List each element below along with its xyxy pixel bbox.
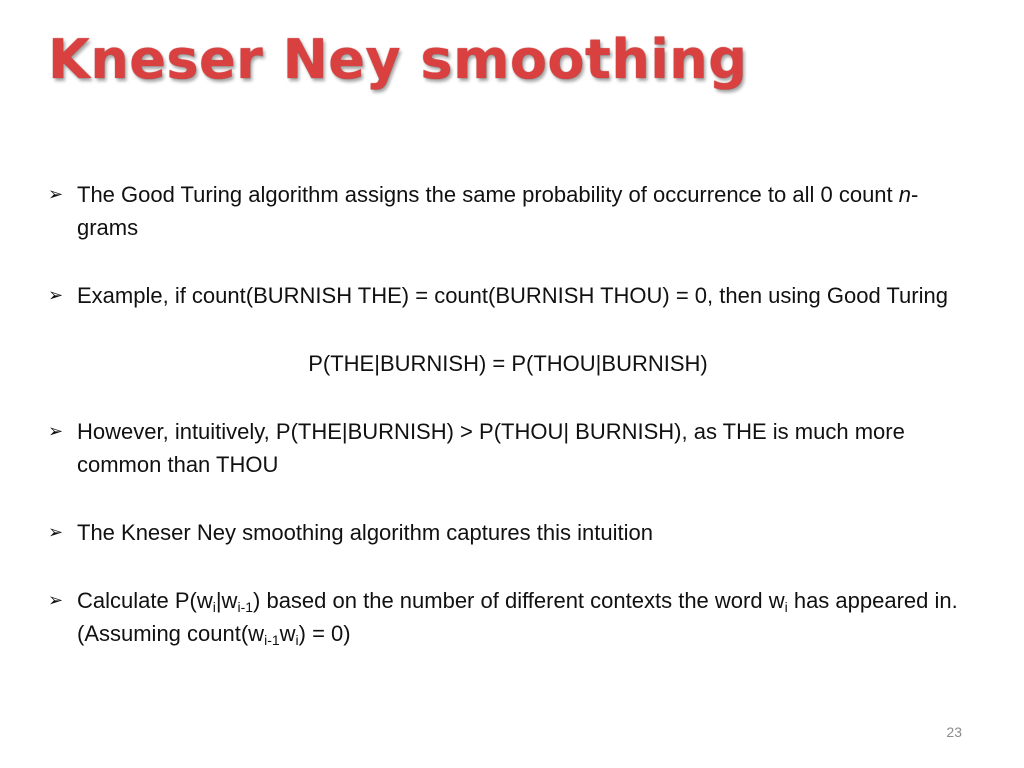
bullet-text: However, intuitively, P(THE|BURNISH) > P(THOU| BURNISH), as THE is much more common than THOU [77,419,905,477]
arrow-bullet-icon: ➢ [48,285,64,306]
bullet-item [48,415,968,481]
arrow-bullet-icon: ➢ [48,522,64,543]
arrow-bullet-icon: ➢ [48,184,64,205]
arrow-bullet-icon: ➢ [48,590,64,611]
bullet-item [48,279,968,312]
bullet-item [48,178,968,244]
bullet-text: The Good Turing algorithm assigns the same probability of occurrence to all 0 count n-grams [77,182,919,240]
bullet-item [48,516,968,549]
bullet-text: The Kneser Ney smoothing algorithm captures this intuition [77,520,653,545]
bullet-text: Calculate $P(w_i|w_{i-1})$ based on the number of different contexts the word $w_i$ has appeared in. (Assuming $count(w_{i-1}w_i) = 0$) [77,588,958,648]
bullet-item [48,584,968,650]
bullet-text: Example, if count(BURNISH THE) = count(BURNISH THOU) = 0, then using Good Turing [77,283,948,308]
slide-title: Kneser Ney smoothing [48,28,748,91]
slide-body [48,178,968,650]
arrow-bullet-icon: ➢ [48,421,64,442]
slide-number: 23 [946,724,962,740]
equation-line: P(THE|BURNISH) = P(THOU|BURNISH) [308,351,708,376]
